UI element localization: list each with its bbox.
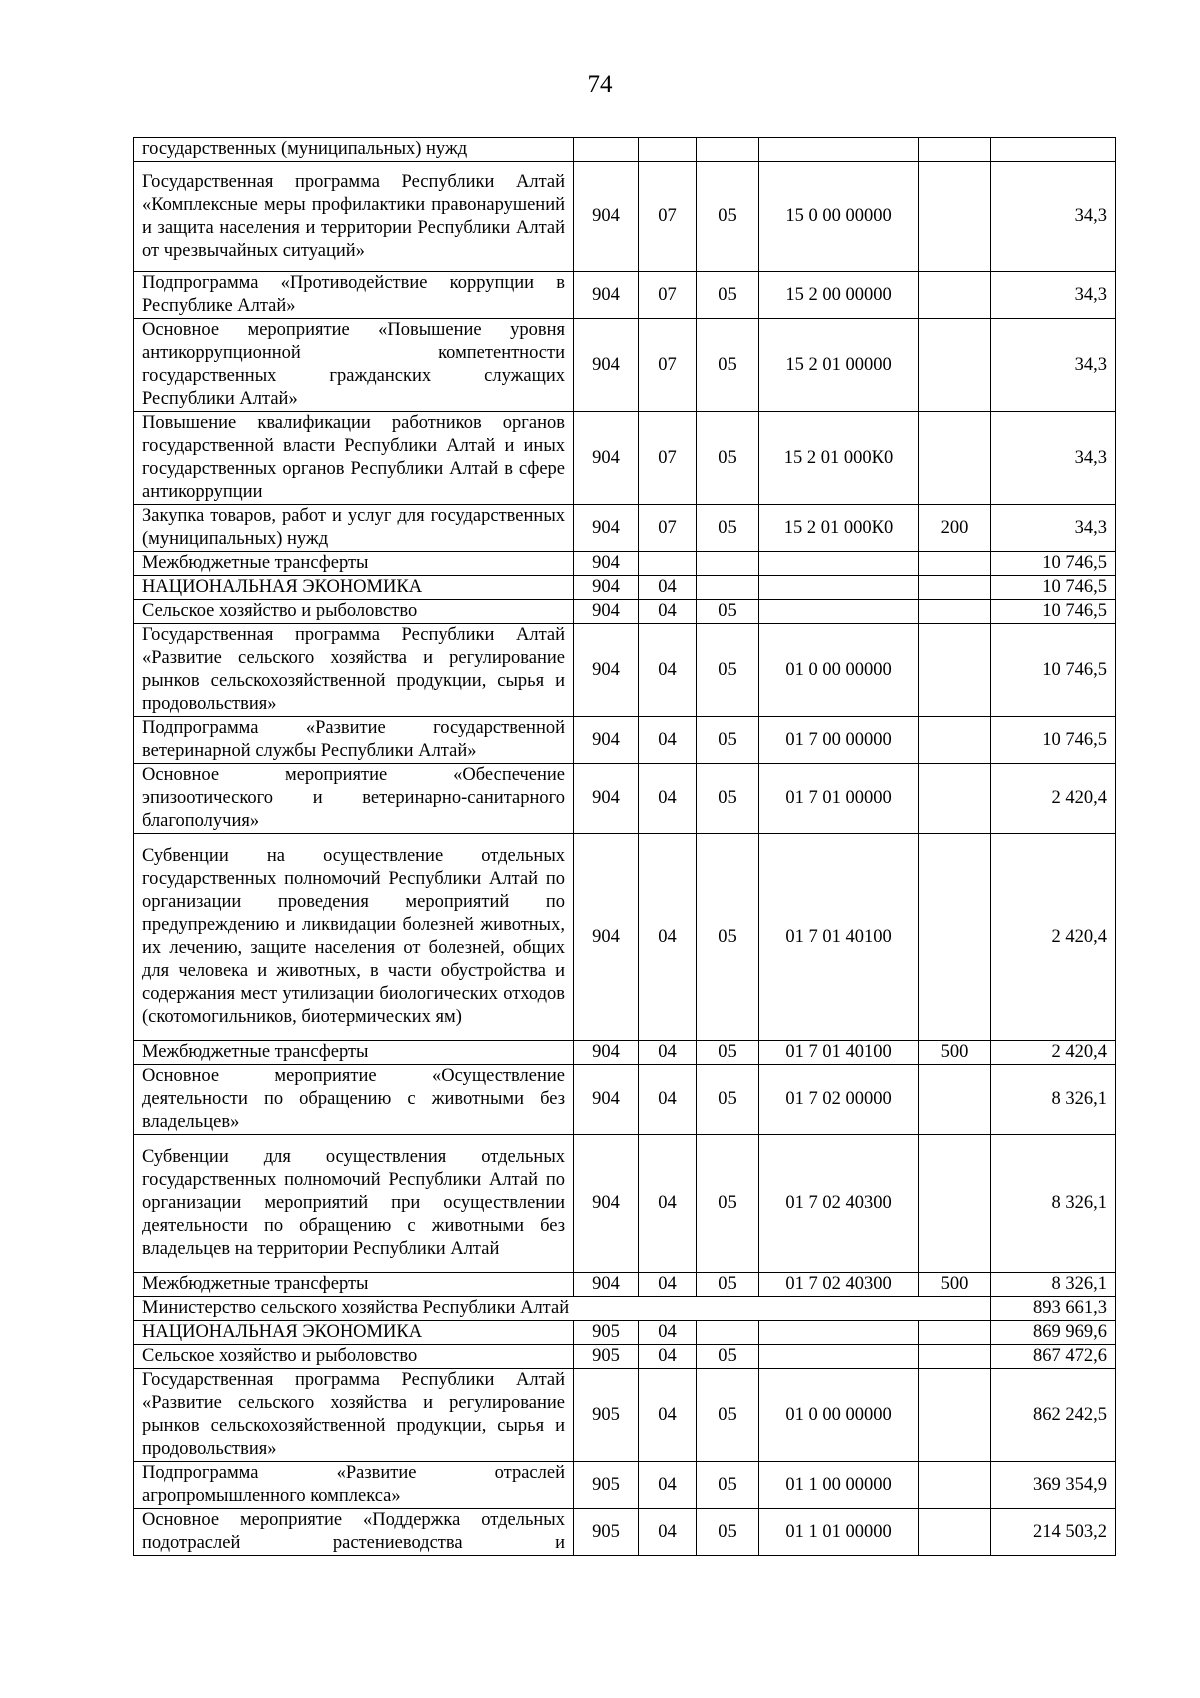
cell-section: 04 — [639, 1462, 697, 1509]
cell-expense-type — [919, 717, 991, 764]
cell-target-article — [759, 1345, 919, 1369]
table-row — [134, 412, 1116, 505]
cell-section: 07 — [639, 412, 697, 505]
cell-target-article — [759, 1321, 919, 1345]
cell-expense-type — [919, 162, 991, 272]
cell-expense-type — [919, 552, 991, 576]
cell-expense-type: 500 — [919, 1041, 991, 1065]
cell-target-article — [759, 138, 919, 162]
cell-section: 07 — [639, 505, 697, 552]
table-row — [134, 505, 1116, 552]
cell-target-article: 15 2 00 00000 — [759, 272, 919, 319]
cell-subsection — [697, 576, 759, 600]
cell-expense-type — [919, 1065, 991, 1135]
cell-subsection: 05 — [697, 717, 759, 764]
cell-subsection: 05 — [697, 162, 759, 272]
cell-expense-type — [919, 1345, 991, 1369]
cell-admin-code: 904 — [574, 552, 639, 576]
table-row — [134, 624, 1116, 717]
cell-admin-code: 904 — [574, 505, 639, 552]
cell-expense-type — [919, 1135, 991, 1273]
cell-amount: 867 472,6 — [991, 1345, 1116, 1369]
cell-expense-type — [919, 272, 991, 319]
cell-expense-type: 500 — [919, 1273, 991, 1297]
cell-expense-type — [919, 1462, 991, 1509]
cell-section: 04 — [639, 1135, 697, 1273]
cell-amount: 8 326,1 — [991, 1135, 1116, 1273]
cell-amount: 8 326,1 — [991, 1065, 1116, 1135]
cell-admin-code — [574, 138, 639, 162]
cell-expense-type — [919, 412, 991, 505]
cell-item-name: Основное мероприятие «Осуществление деятельности по обращению с животными без владельцев» — [134, 1065, 574, 1135]
cell-subsection: 05 — [697, 1135, 759, 1273]
cell-amount: 214 503,2 — [991, 1509, 1116, 1556]
cell-amount: 10 746,5 — [991, 717, 1116, 764]
cell-item-name: Основное мероприятие «Обеспечение эпизоотического и ветеринарно-санитарного благополучия» — [134, 764, 574, 834]
cell-subsection — [697, 138, 759, 162]
cell-target-article: 01 7 02 40300 — [759, 1273, 919, 1297]
cell-amount: 2 420,4 — [991, 764, 1116, 834]
cell-admin-code: 905 — [574, 1321, 639, 1345]
table-row — [134, 1065, 1116, 1135]
cell-admin-code: 904 — [574, 162, 639, 272]
table-row — [134, 1345, 1116, 1369]
cell-expense-type — [919, 1369, 991, 1462]
cell-section — [639, 138, 697, 162]
cell-section: 04 — [639, 1273, 697, 1297]
cell-subsection: 05 — [697, 1065, 759, 1135]
cell-admin-code: 904 — [574, 576, 639, 600]
cell-section: 07 — [639, 162, 697, 272]
cell-subsection: 05 — [697, 1041, 759, 1065]
cell-section: 07 — [639, 319, 697, 412]
cell-item-name: Закупка товаров, работ и услуг для государственных (муниципальных) нужд — [134, 505, 574, 552]
cell-subsection: 05 — [697, 1462, 759, 1509]
cell-expense-type — [919, 600, 991, 624]
cell-admin-code: 904 — [574, 717, 639, 764]
table-row — [134, 138, 1116, 162]
cell-subsection: 05 — [697, 624, 759, 717]
table-row — [134, 1369, 1116, 1462]
cell-subsection: 05 — [697, 272, 759, 319]
cell-target-article: 15 0 00 00000 — [759, 162, 919, 272]
table-row — [134, 1321, 1116, 1345]
cell-section: 04 — [639, 624, 697, 717]
cell-section: 04 — [639, 1065, 697, 1135]
cell-section: 04 — [639, 1509, 697, 1556]
cell-target-article: 01 7 02 40300 — [759, 1135, 919, 1273]
cell-section: 04 — [639, 717, 697, 764]
cell-target-article — [759, 600, 919, 624]
cell-target-article: 01 1 00 00000 — [759, 1462, 919, 1509]
cell-expense-type — [919, 624, 991, 717]
cell-section: 04 — [639, 1345, 697, 1369]
cell-item-name: государственных (муниципальных) нужд — [134, 138, 574, 162]
cell-subsection: 05 — [697, 1369, 759, 1462]
cell-admin-code: 904 — [574, 624, 639, 717]
cell-target-article: 15 2 01 000К0 — [759, 505, 919, 552]
cell-item-name: Повышение квалификации работников органов государственной власти Республики Алтай и иных государственных органов Республики Алтай в сфере антикоррупции — [134, 412, 574, 505]
cell-target-article: 15 2 01 000К0 — [759, 412, 919, 505]
cell-expense-type: 200 — [919, 505, 991, 552]
table-row — [134, 552, 1116, 576]
cell-admin-code: 904 — [574, 1135, 639, 1273]
cell-admin-code: 905 — [574, 1345, 639, 1369]
cell-subsection: 05 — [697, 1509, 759, 1556]
cell-expense-type — [919, 834, 991, 1041]
table-row — [134, 576, 1116, 600]
cell-section: 04 — [639, 600, 697, 624]
table-row — [134, 764, 1116, 834]
cell-admin-code: 904 — [574, 1273, 639, 1297]
cell-section: 04 — [639, 1041, 697, 1065]
table-row — [134, 717, 1116, 764]
cell-item-name: Основное мероприятие «Поддержка отдельных подотраслей растениеводства и — [134, 1509, 574, 1556]
cell-amount: 869 969,6 — [991, 1321, 1116, 1345]
cell-item-name: Межбюджетные трансферты — [134, 1273, 574, 1297]
cell-section: 04 — [639, 834, 697, 1041]
table-row — [134, 272, 1116, 319]
cell-item-name: Государственная программа Республики Алтай «Развитие сельского хозяйства и регулирование рынков сельскохозяйственной продукции, сырья и продовольствия» — [134, 624, 574, 717]
cell-admin-code: 904 — [574, 764, 639, 834]
cell-section: 07 — [639, 272, 697, 319]
cell-section: 04 — [639, 1369, 697, 1462]
cell-amount: 10 746,5 — [991, 576, 1116, 600]
cell-amount: 34,3 — [991, 412, 1116, 505]
cell-section: 04 — [639, 764, 697, 834]
cell-subsection: 05 — [697, 1345, 759, 1369]
cell-target-article: 01 0 00 00000 — [759, 1369, 919, 1462]
cell-admin-code: 904 — [574, 600, 639, 624]
cell-subsection — [697, 552, 759, 576]
table-row — [134, 1041, 1116, 1065]
cell-amount: 10 746,5 — [991, 552, 1116, 576]
budget-table — [133, 137, 1116, 1556]
cell-item-name: Сельское хозяйство и рыболовство — [134, 600, 574, 624]
table-row — [134, 1297, 1116, 1321]
cell-amount: 893 661,3 — [991, 1297, 1116, 1321]
cell-admin-code: 905 — [574, 1369, 639, 1462]
cell-target-article — [759, 552, 919, 576]
cell-admin-code: 904 — [574, 272, 639, 319]
cell-item-name: Подпрограмма «Противодействие коррупции в Республике Алтай» — [134, 272, 574, 319]
cell-amount: 34,3 — [991, 505, 1116, 552]
cell-target-article: 01 1 01 00000 — [759, 1509, 919, 1556]
cell-item-name: Межбюджетные трансферты — [134, 552, 574, 576]
cell-subsection: 05 — [697, 505, 759, 552]
cell-admin-code: 904 — [574, 1065, 639, 1135]
cell-expense-type — [919, 1321, 991, 1345]
cell-target-article: 01 7 01 00000 — [759, 764, 919, 834]
cell-item-name: Основное мероприятие «Повышение уровня антикоррупционной компетентности государственных гражданских служащих Республики Алтай» — [134, 319, 574, 412]
cell-amount: 2 420,4 — [991, 834, 1116, 1041]
cell-admin-code: 904 — [574, 1041, 639, 1065]
cell-amount: 2 420,4 — [991, 1041, 1116, 1065]
table-row — [134, 1509, 1116, 1556]
cell-expense-type — [919, 1509, 991, 1556]
cell-item-name: НАЦИОНАЛЬНАЯ ЭКОНОМИКА — [134, 1321, 574, 1345]
cell-section: 04 — [639, 576, 697, 600]
budget-table-body — [134, 138, 1116, 1556]
cell-subsection: 05 — [697, 319, 759, 412]
cell-amount: 34,3 — [991, 319, 1116, 412]
cell-expense-type — [919, 138, 991, 162]
cell-target-article: 01 7 02 00000 — [759, 1065, 919, 1135]
cell-amount: 369 354,9 — [991, 1462, 1116, 1509]
cell-item-name: Сельское хозяйство и рыболовство — [134, 1345, 574, 1369]
cell-expense-type — [919, 319, 991, 412]
table-row — [134, 1273, 1116, 1297]
cell-target-article: 01 7 01 40100 — [759, 1041, 919, 1065]
cell-amount: 10 746,5 — [991, 600, 1116, 624]
cell-subsection: 05 — [697, 412, 759, 505]
cell-target-article: 15 2 01 00000 — [759, 319, 919, 412]
cell-amount: 34,3 — [991, 272, 1116, 319]
cell-item-name: НАЦИОНАЛЬНАЯ ЭКОНОМИКА — [134, 576, 574, 600]
cell-item-name: Государственная программа Республики Алтай «Комплексные меры профилактики правонарушений и защита населения и территории Республики Алтай от чрезвычайных ситуаций» — [134, 162, 574, 272]
cell-admin-code: 904 — [574, 834, 639, 1041]
cell-target-article: 01 7 00 00000 — [759, 717, 919, 764]
cell-subsection: 05 — [697, 600, 759, 624]
cell-amount: 8 326,1 — [991, 1273, 1116, 1297]
cell-expense-type — [919, 764, 991, 834]
cell-item-name: Государственная программа Республики Алтай «Развитие сельского хозяйства и регулирование рынков сельскохозяйственной продукции, сырья и продовольствия» — [134, 1369, 574, 1462]
cell-expense-type — [919, 576, 991, 600]
cell-admin-code: 905 — [574, 1509, 639, 1556]
cell-item-name: Межбюджетные трансферты — [134, 1041, 574, 1065]
table-row — [134, 600, 1116, 624]
cell-section — [639, 552, 697, 576]
cell-subsection: 05 — [697, 1273, 759, 1297]
table-row — [134, 1462, 1116, 1509]
cell-amount: 10 746,5 — [991, 624, 1116, 717]
cell-item-name: Министерство сельского хозяйства Республики Алтай — [134, 1297, 991, 1321]
cell-amount: 862 242,5 — [991, 1369, 1116, 1462]
cell-admin-code: 904 — [574, 412, 639, 505]
cell-amount — [991, 138, 1116, 162]
cell-target-article — [759, 576, 919, 600]
cell-item-name: Субвенции для осуществления отдельных государственных полномочий Республики Алтай по организации мероприятий при осуществлении деятельности по обращению с животными без владельцев на территории Республики Алтай — [134, 1135, 574, 1273]
cell-target-article: 01 0 00 00000 — [759, 624, 919, 717]
cell-amount: 34,3 — [991, 162, 1116, 272]
cell-admin-code: 904 — [574, 319, 639, 412]
cell-item-name: Подпрограмма «Развитие государственной ветеринарной службы Республики Алтай» — [134, 717, 574, 764]
table-row — [134, 834, 1116, 1041]
cell-subsection — [697, 1321, 759, 1345]
cell-section: 04 — [639, 1321, 697, 1345]
table-row — [134, 319, 1116, 412]
page-number: 74 — [587, 71, 613, 98]
table-row — [134, 1135, 1116, 1273]
cell-item-name: Субвенции на осуществление отдельных государственных полномочий Республики Алтай по организации проведения мероприятий по предупреждению и ликвидации болезней животных, их лечению, защите населения от болезней, общих для человека и животных, в части обустройства и содержания мест утилизации биологических отходов (скотомогильников, биотермических ям) — [134, 834, 574, 1041]
cell-item-name: Подпрограмма «Развитие отраслей агропромышленного комплекса» — [134, 1462, 574, 1509]
cell-target-article: 01 7 01 40100 — [759, 834, 919, 1041]
cell-subsection: 05 — [697, 764, 759, 834]
cell-admin-code: 905 — [574, 1462, 639, 1509]
cell-subsection: 05 — [697, 834, 759, 1041]
table-row — [134, 162, 1116, 272]
